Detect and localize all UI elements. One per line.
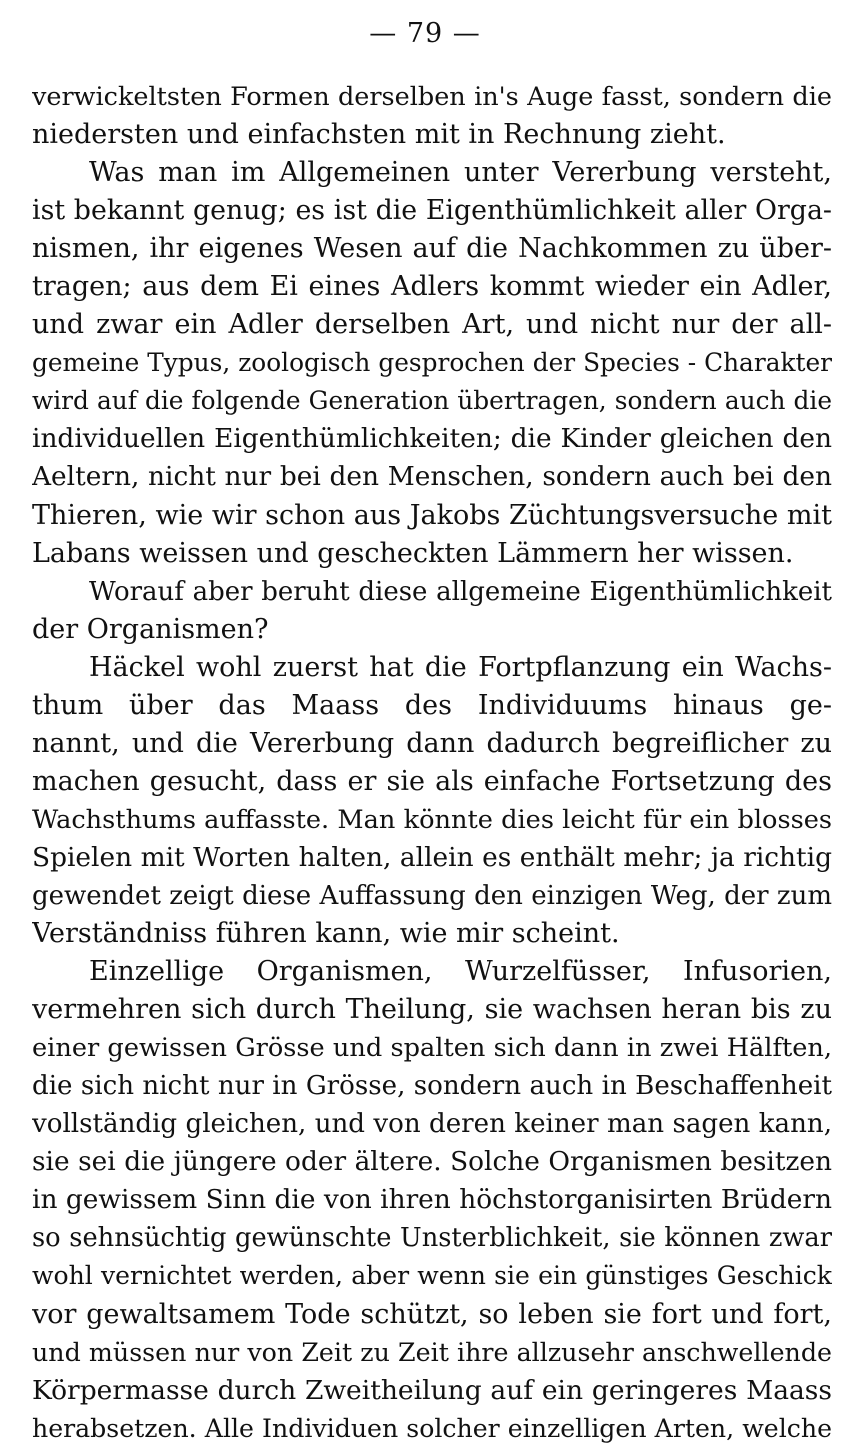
text-line: gewendet zeigt diese Auffassung den einzigen Weg, der zum (32, 880, 832, 911)
text-line: verwickeltsten Formen derselben in's Auge fasst, sondern die (32, 82, 832, 112)
text-line: Verständniss führen kann, wie mir scheint. (32, 918, 620, 950)
text-line: Labans weissen und gescheckten Lämmern her wissen. (32, 537, 794, 569)
text-line: einer gewissen Grösse und spalten sich dann in zwei Hälften, (32, 1033, 832, 1064)
text-line: nannt, und die Vererbung dann dadurch begreiflicher zu (32, 727, 832, 759)
text-line: Körpermasse durch Zweitheilung auf ein geringeres Maass (32, 1374, 832, 1406)
text-line: niedersten und einfachsten mit in Rechnung zieht. (32, 119, 726, 151)
text-line: Wachsthums auffasste. Man könnte dies leicht für ein blosses (32, 804, 832, 835)
page-number: — 79 — (369, 18, 481, 49)
text-line: in gewissem Sinn die von ihren höchstorganisirten Brüdern (32, 1184, 832, 1216)
text-line: Spielen mit Worten halten, allein es enthält mehr; ja richtig (32, 841, 832, 873)
text-line: vermehren sich durch Theilung, sie wachsen heran bis zu (32, 994, 832, 1026)
text-line: und zwar ein Adler derselben Art, und nicht nur der all- (32, 309, 832, 341)
text-line: wohl vernichtet werden, aber wenn sie ein günstiges Geschick (32, 1261, 832, 1291)
text-line: wird auf die folgende Generation übertragen, sondern auch die (32, 386, 832, 416)
text-line: Häckel wohl zuerst hat die Fortpflanzung ein Wachs- (89, 651, 832, 683)
text-line: und müssen nur von Zeit zu Zeit ihre allzusehr anschwellende (32, 1337, 832, 1367)
text-line: sie sei die jüngere oder ältere. Solche Organismen besitzen (32, 1146, 832, 1178)
text-line: Worauf aber beruht diese allgemeine Eigenthümlichkeit (89, 576, 832, 607)
text-line: vollständig gleichen, und von deren keiner man sagen kann, (32, 1109, 832, 1140)
text-line: tragen; aus dem Ei eines Adlers kommt wieder ein Adler, (32, 271, 832, 303)
text-line: Aeltern, nicht nur bei den Menschen, sondern auch bei den (32, 461, 832, 493)
text-line: herabsetzen. Alle Individuen solcher einzelligen Arten, welche (32, 1413, 832, 1443)
text-line: vor gewaltsamem Tode schützt, so leben sie fort und fort, (32, 1298, 832, 1330)
text-line: thum über das Maass des Individuums hinaus ge- (32, 689, 832, 721)
text-line: gemeine Typus, zoologisch gesprochen der Species - Charakter (32, 348, 832, 378)
text-line: Einzellige Organismen, Wurzelfüsser, Infusorien, (89, 956, 832, 988)
body-text (32, 78, 832, 1448)
text-line: nismen, ihr eigenes Wesen auf die Nachkommen zu über- (32, 233, 832, 265)
text-line: die sich nicht nur in Grösse, sondern auch in Beschaffenheit (32, 1071, 832, 1102)
text-line: Thieren, wie wir schon aus Jakobs Züchtungsversuche mit (32, 499, 832, 531)
text-line: ist bekannt genug; es ist die Eigenthümlichkeit aller Orga- (32, 195, 832, 227)
text-line: machen gesucht, dass er sie als einfache Fortsetzung des (32, 765, 832, 797)
text-line: Was man im Allgemeinen unter Vererbung versteht, (89, 157, 832, 189)
text-line: der Organismen? (32, 613, 269, 645)
text-line: individuellen Eigenthümlichkeiten; die Kinder gleichen den (32, 423, 832, 455)
text-line: so sehnsüchtig gewünschte Unsterblichkeit, sie können zwar (32, 1223, 832, 1254)
